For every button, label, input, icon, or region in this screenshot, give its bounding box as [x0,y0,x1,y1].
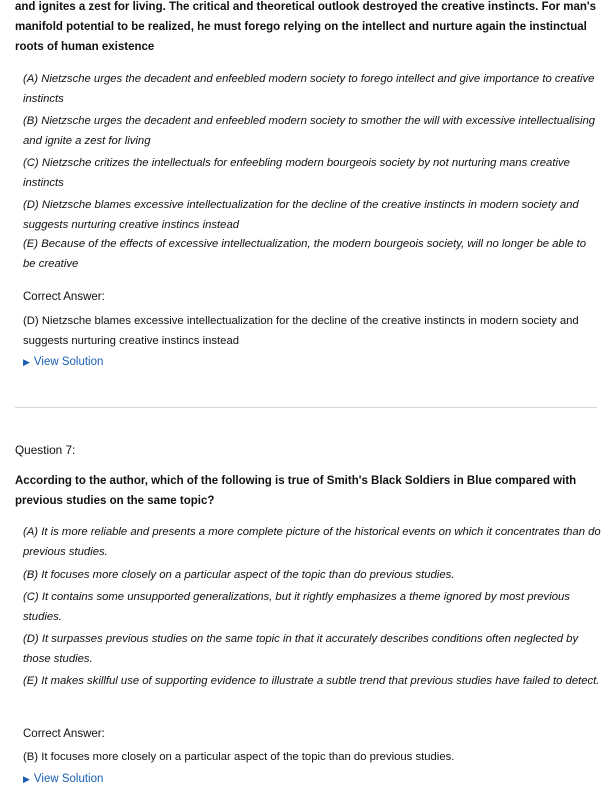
q7-option-d: (D) It surpasses previous studies on the same topic in that it accurately describes conditions often neglected by those studies. [23,633,579,665]
q6-option-d: (D) Nietzsche blames excessive intellectualization for the decline of the creative instincts in modern society and suggests nurturing creative instincs instead [23,199,579,231]
q7-view-solution-link[interactable] [23,769,103,789]
q6-view-solution-link[interactable] [23,352,103,372]
q6-correct-answer-label: Correct Answer: [23,291,105,303]
section-divider [15,407,597,408]
q6-correct-answer: (D) Nietzsche blames excessive intellectualization for the decline of the creative instincts in modern society and suggests nurturing creative instincs instead [23,315,579,347]
q6-option-e: (E) Because of the effects of excessive intellectualization, the modern bourgeois society, will no longer be able to be creative [23,238,587,270]
expand-triangle-icon: ▶ [23,774,30,784]
q7-correct-answer-label: Correct Answer: [23,728,105,740]
q7-option-b: (B) It focuses more closely on a particular aspect of the topic than do previous studies. [23,569,455,581]
q7-stem: According to the author, which of the following is true of Smith's Black Soldiers in Blue compared with previous studies on the same topic? [15,475,577,507]
expand-triangle-icon: ▶ [23,357,30,367]
q6-option-c: (C) Nietzsche critizes the intellectuals for enfeebling modern bourgeois society by not nurturing mans creative instincts [23,157,570,189]
q7-option-e: (E) It makes skillful use of supporting evidence to illustrate a subtle trend that previous studies have failed to detect. [23,675,600,687]
q7-option-c: (C) It contains some unsupported generalizations, but it rightly emphasizes a theme ignored by most previous studies. [23,591,570,623]
q7-view-solution-label: View Solution [33,773,104,785]
passage-fragment: and ignites a zest for living. The critical and theoretical outlook destroyed the creative instincts. For man's manifold potential to be realized, he must forego relying on the intellect and nurture again the instinctual roots of human existence [15,1,597,53]
q7-correct-answer: (B) It focuses more closely on a particular aspect of the topic than do previous studies. [23,751,455,763]
q7-title: Question 7: [15,443,76,457]
q6-view-solution-label: View Solution [33,356,104,368]
q6-option-a: (A) Nietzsche urges the decadent and enfeebled modern society to forego intellect and give importance to creative instincts [23,73,595,105]
q6-option-b: (B) Nietzsche urges the decadent and enfeebled modern society to smother the will with excessive intellectualising and ignite a zest for living [23,115,596,147]
q7-option-a: (A) It is more reliable and presents a more complete picture of the historical events on which it concentrates than do previous studies. [23,526,601,558]
